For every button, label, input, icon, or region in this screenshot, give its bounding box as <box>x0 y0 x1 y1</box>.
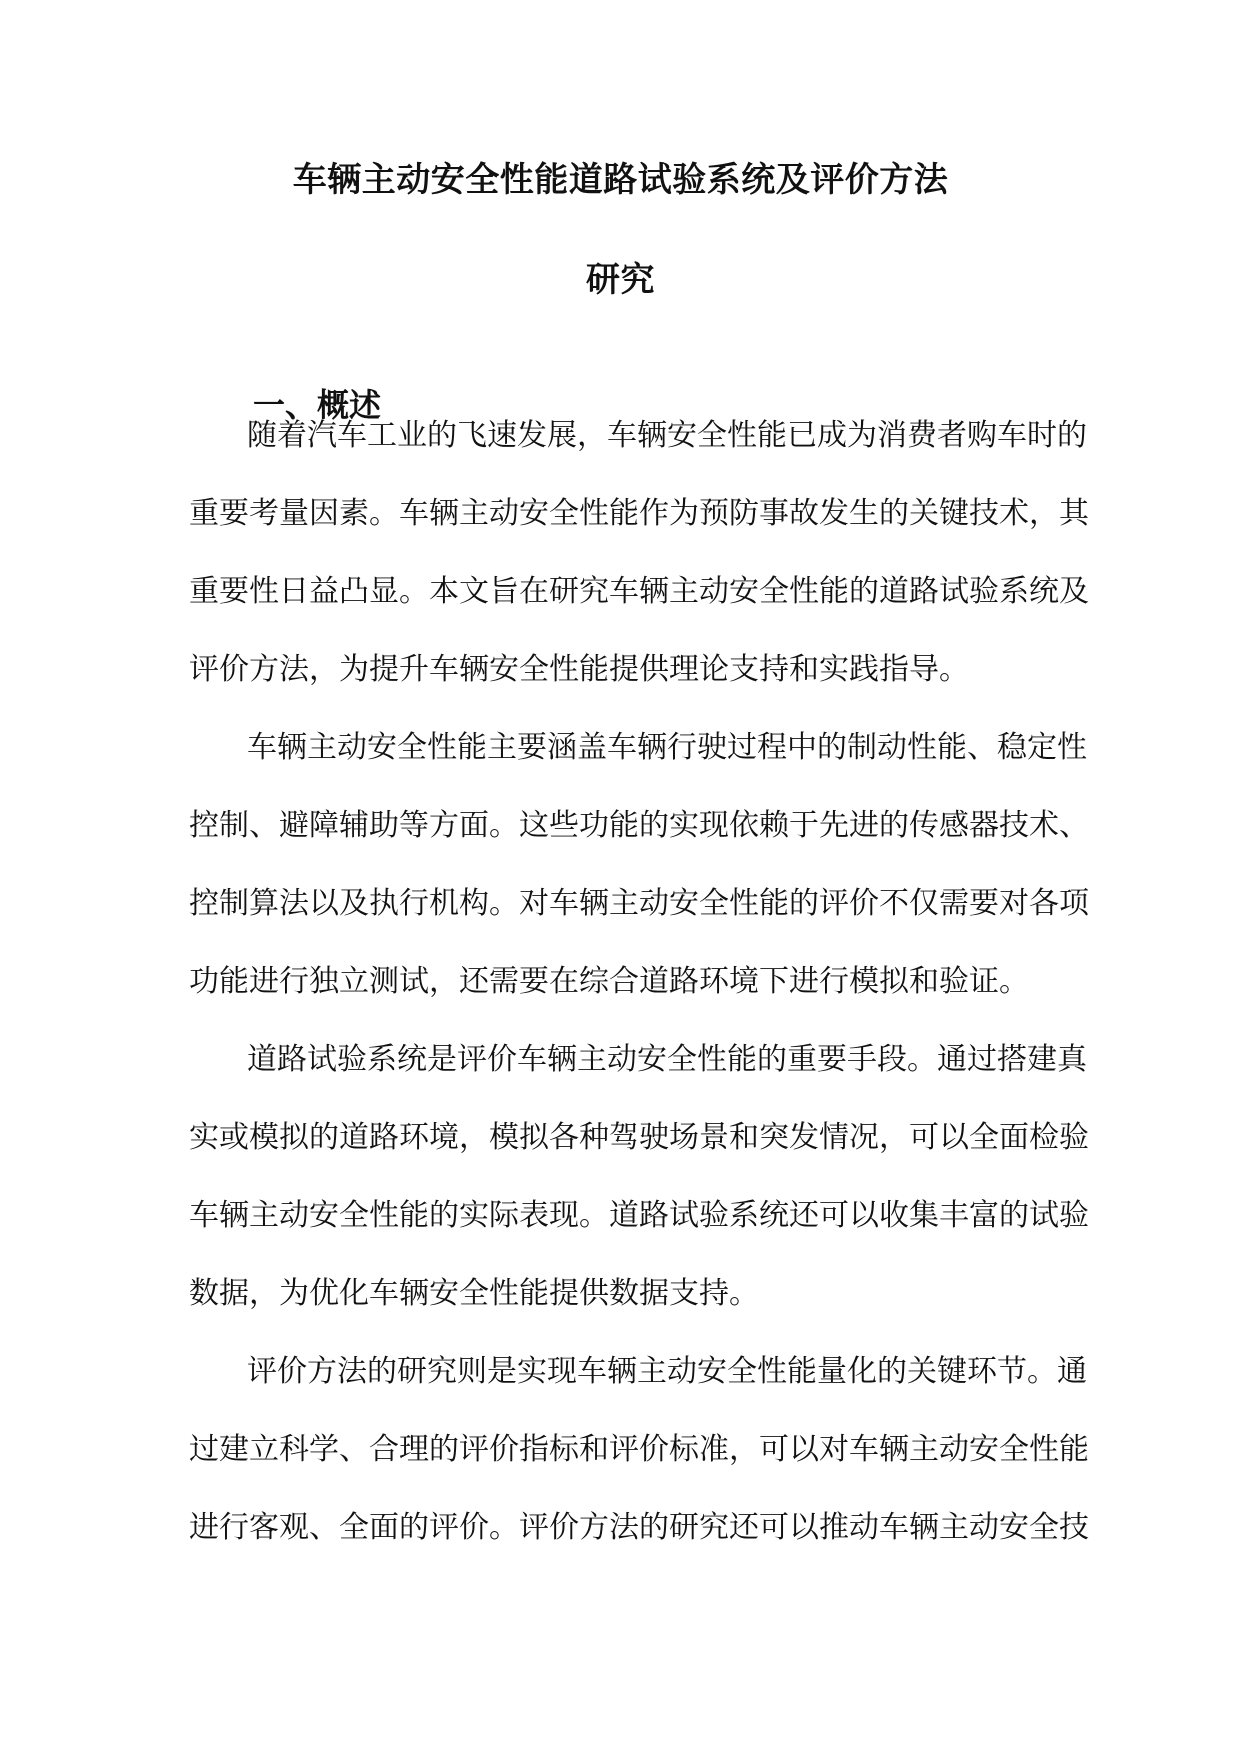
paragraph-line: 道路试验系统是评价车辆主动安全性能的重要手段。通过搭建真 <box>247 1042 1087 1077</box>
paragraph-line: 功能进行独立测试，还需要在综合道路环境下进行模拟和验证。 <box>189 964 1029 999</box>
paragraph-line: 随着汽车工业的飞速发展，车辆安全性能已成为消费者购车时的 <box>247 418 1087 453</box>
paragraph-line: 评价方法，为提升车辆安全性能提供理论支持和实践指导。 <box>189 652 969 687</box>
paragraph-line: 重要性日益凸显。本文旨在研究车辆主动安全性能的道路试验系统及 <box>189 574 1089 609</box>
paragraph-line: 控制、避障辅助等方面。这些功能的实现依赖于先进的传感器技术、 <box>189 808 1089 843</box>
section-heading: 一、概述 <box>253 386 382 424</box>
paragraph-line: 车辆主动安全性能的实际表现。道路试验系统还可以收集丰富的试验 <box>189 1198 1089 1233</box>
paragraph-line: 控制算法以及执行机构。对车辆主动安全性能的评价不仅需要对各项 <box>189 886 1089 921</box>
paragraph-line: 评价方法的研究则是实现车辆主动安全性能量化的关键环节。通 <box>247 1354 1087 1389</box>
paragraph-line: 车辆主动安全性能主要涵盖车辆行驶过程中的制动性能、稳定性 <box>247 730 1087 765</box>
document-title-line-1: 车辆主动安全性能道路试验系统及评价方法 <box>292 160 949 200</box>
paragraph-line: 过建立科学、合理的评价指标和评价标准，可以对车辆主动安全性能 <box>189 1432 1089 1467</box>
document-title-line-2: 研究 <box>586 260 655 300</box>
paragraph-line: 实或模拟的道路环境，模拟各种驾驶场景和突发情况，可以全面检验 <box>189 1120 1089 1155</box>
paragraph-line: 数据，为优化车辆安全性能提供数据支持。 <box>189 1276 759 1311</box>
paragraph-line: 重要考量因素。车辆主动安全性能作为预防事故发生的关键技术，其 <box>189 496 1089 531</box>
paragraph-line: 进行客观、全面的评价。评价方法的研究还可以推动车辆主动安全技 <box>189 1510 1089 1545</box>
